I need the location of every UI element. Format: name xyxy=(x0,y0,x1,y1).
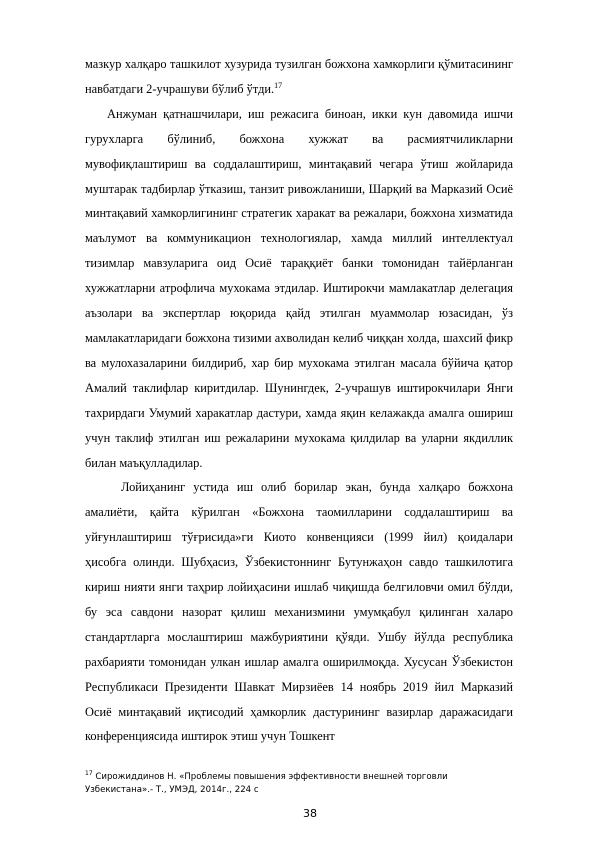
footnote-number: 17 xyxy=(85,770,93,778)
footnote xyxy=(85,771,513,797)
document-body xyxy=(85,52,513,749)
paragraph-2: Анжуман қатнашчилари, иш режасига биноан, икки кун давомида ишчи гурухларга бўлиниб, божхона хужжат ва расмиятчиликларни мувофиқлаштириш ва соддалаштириш, минтақавий чегара ўтиш жойларида муштарак тадбирлар ўтказиш, танзит ривожланиши, Шарқий ва Марказий Осиё минтақавий хамкорлигининг стратегик харакат ва режалари, божхона хизматида маълумот ва коммуникацион технологиялар, хамда миллий интеллектуал тизимлар мавзуларига оид Осиё тараққиёт банки томонидан тайёрланган хужжатларни атрофлича мухокама этдилар. Иштирокчи мамлакатлар делегация аъзолари ва экспертлар юқорида қайд этилган муаммолар юзасидан, ўз мамлакатларидаги божхона тизими ахволидан келиб чиққан холда, шахсий фикр ва мулохазаларини билдириб, хар бир мухокама этилган масала бўйича қатор Амалий таклифлар киритдилар. Шунингдек, 2-учрашув иштирокчилари Янги тахрирдаги Умумий харакатлар дастури, хамда яқин келажакда амалга ошириш учун таклиф этилган иш режаларини мухокама қилдилар ва уларни якдиллик билан маъқулладилар. xyxy=(85,106,513,470)
page-number: 38 xyxy=(303,807,317,820)
footnote-text: Сирожиддинов Н. «Проблемы повышения эффективности внешней торговли Узбекистана».- Т., УМЭД, 2014г., 224 с xyxy=(85,772,448,795)
paragraph-1 xyxy=(85,52,513,102)
paragraph-1-text: мазкур халқаро ташкилот хузурида тузилган божхона хамкорлиги қўмитасининг навбатдаги 2-учрашуви бўлиб ўтди. xyxy=(85,57,513,96)
footnote-reference[interactable]: 17 xyxy=(274,80,283,90)
paragraph-3: Лойиҳанинг устида иш олиб борилар экан, бунда халқаро божхона амалиёти, қайта кўрилган «Божхона таомилларини соддалаштириш ва уйғунлаштириш тўғрисида»ги Киото конвенцияси (1999 йил) қоидалари ҳисобга олинди. Шубҳасиз, Ўзбекистоннинг Бутунжаҳон савдо ташкилотига кириш нияти янги таҳрир лойиҳасини ишлаб чиқишда белгиловчи омил бўлди, бу эса савдони назорат қилиш механизмини умумқабул қилинган халаро стандартларга мослаштириш мажбуриятини қўяди. Ушбу йўлда республика рахбарияти томонидан улкан ишлар амалга оширилмоқда. Хусусан Ўзбекистон Республикаси Президенти Шавкат Мирзиёев 14 ноябрь 2019 йил Марказий Осиё минтақавий иқтисодий ҳамкорлик дастурининг вазирлар даражасидаги конференциясида иштирок этиш учун Тошкент xyxy=(85,480,513,744)
